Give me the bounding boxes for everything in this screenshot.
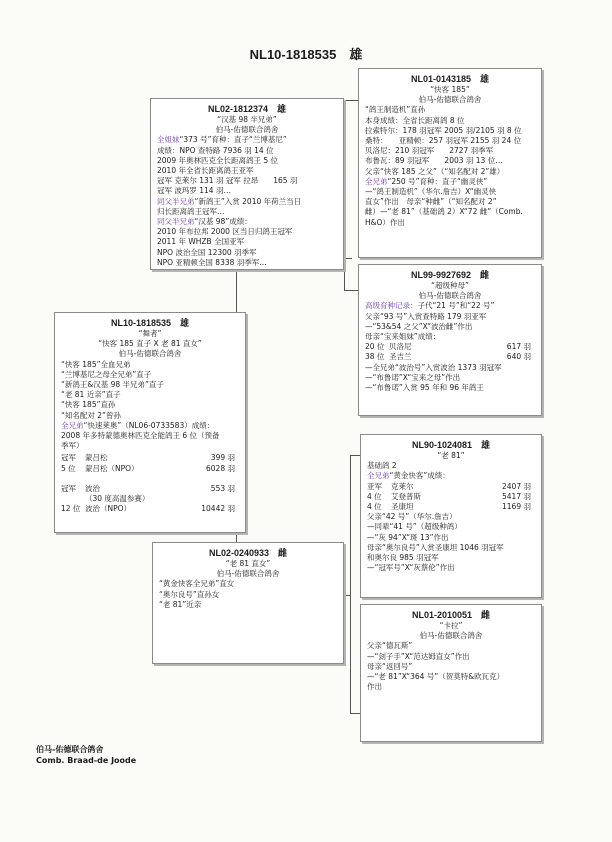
pedigree-line: 冠军 克莱尔 131 羽 冠军 拉昂 165 羽 — [157, 176, 298, 186]
loft-name-chinese: 伯马-佑德联合鸽舍 — [36, 745, 104, 754]
result-birds: 553 羽 — [210, 484, 235, 494]
connector — [344, 100, 345, 290]
result-birds: 6028 羽 — [206, 463, 235, 473]
pedigree-line: 成绩：NPO 查特路 7936 羽 14 位 — [157, 145, 274, 155]
highlight-label: 全姐妹 — [157, 135, 180, 145]
result-row — [61, 464, 239, 474]
connector — [236, 270, 237, 314]
pedigree-line: —“53&54 之父”X“波治雌”作出 — [365, 321, 473, 331]
result-row — [61, 494, 239, 504]
result-race: 波治（NPO） — [85, 504, 132, 514]
result-race: （30 度高温参赛） — [85, 494, 150, 504]
result-row — [61, 474, 239, 484]
result-race: 蒙吕松（NPO） — [85, 463, 139, 473]
ring-number: NL99-9927692 雌 — [410, 270, 490, 280]
pedigree-line: 2010 年全省长距离鸽王亚军 — [157, 166, 254, 176]
footer — [36, 744, 136, 766]
box-lines — [365, 363, 535, 394]
pedigree-line: “鸽王制造机”直孙 — [365, 105, 426, 115]
box-lines — [365, 85, 535, 228]
pedigree-line: 桑特： 亚精顿：257 羽冠军 2155 羽 24 位 — [365, 136, 522, 146]
pedigree-line: 布鲁瓦：89 羽冠军 2003 羽 13 位… — [365, 156, 503, 166]
pedigree-line: 母亲“奥尔良号”入赏圣康坦 1046 羽冠军 — [367, 542, 504, 552]
sire-box — [150, 98, 344, 270]
pedigree-line: 父亲“42 号”（华尔.詹吉） — [367, 512, 457, 522]
pedigree-line: 2009 年奥林匹克全长距离鸽王 5 位 — [157, 155, 279, 165]
subject-box — [54, 312, 246, 533]
result-place: 亚军 — [367, 481, 382, 491]
pedigree-line: “黄金快客全兄弟”直女 — [159, 579, 235, 589]
pedigree-line: 伯马-佑德联合鸽舍 — [419, 631, 483, 641]
sire-dam-box — [358, 264, 542, 416]
result-race: 波治 — [85, 484, 100, 494]
pedigree-line: 雌）—“老 81”（基础鸽 2）X“72 雌”（Comb. — [365, 207, 523, 217]
pedigree-line: 本身成绩：全省长距离鸽 8 位 — [365, 115, 465, 125]
highlight-label: 同父半兄弟 — [157, 196, 195, 206]
pedigree-line: “快客 185”全血兄弟 — [61, 359, 131, 369]
results-table — [367, 482, 535, 513]
pedigree-line: —同辈“41 号”（超级种鸽） — [367, 522, 462, 532]
ring-number: NL02-0240933 雌 — [208, 548, 288, 558]
pedigree-line: —“老 81”X“364 号”（贺莫特&欧瓦克） — [367, 672, 505, 682]
pedigree-line: “知名配对 2”曾孙 — [61, 410, 121, 420]
pedigree-line: 直女”作出 母亲“种雌”（“知名配对 2” — [365, 197, 497, 207]
result-row — [61, 484, 239, 494]
pedigree-line: 2011 年 WHZB 全国亚军 — [157, 237, 245, 247]
result-place: 12 位 — [61, 504, 81, 514]
result-birds: 2407 羽 — [502, 481, 531, 491]
box-lines — [365, 281, 535, 342]
result-race: 圣康坦 — [391, 502, 414, 512]
pedigree-line: “老 81 直女” — [225, 559, 271, 568]
pedigree-line: H&O）作出 — [365, 217, 405, 227]
pedigree-line: “新鸽王&汉基 98 半兄弟”直子 — [61, 380, 164, 390]
result-place: 38 位 — [365, 352, 385, 362]
page-title: NL10-1818535 雄 — [249, 47, 363, 62]
result-place: 5 位 — [61, 463, 76, 473]
result-row — [61, 453, 239, 463]
ring-number: NL01-2010051 雌 — [411, 610, 491, 620]
result-birds: 640 羽 — [506, 352, 531, 362]
pedigree-line: 作出 — [367, 682, 382, 692]
pedigree-line: —“冠军号”X“灰蔡伦”作出 — [367, 563, 455, 573]
result-place — [61, 494, 85, 504]
pedigree-line: —“灰 94”X“斑 13”作出 — [367, 532, 449, 542]
pedigree-line: 伯马-佑德联合鸽舍 — [216, 569, 280, 579]
loft-name-latin: Comb. Braad-de Joode — [36, 756, 137, 765]
pedigree-line: 母亲“返回号” — [367, 661, 413, 671]
pedigree-line: 拉索特尔：178 羽冠军 2005 羽/2105 羽 8 位 — [365, 125, 522, 135]
result-birds: 399 羽 — [210, 453, 235, 463]
pedigree-line: —“布鲁诺”入赏 95 年和 96 年鸽王 — [365, 383, 484, 393]
result-birds: 5417 羽 — [502, 491, 531, 501]
pedigree-line: 父亲“93 号”入赏查特路 179 羽亚军 — [365, 311, 487, 321]
result-birds: 617 羽 — [506, 342, 531, 352]
pedigree-line — [157, 217, 337, 227]
result-place: 20 位 — [365, 342, 385, 352]
pedigree-line — [61, 421, 239, 431]
pedigree-line: “汉基 98 半兄弟” — [217, 115, 277, 124]
pedigree-line — [365, 177, 535, 187]
pedigree-line: 伯马-佑德联合鸽舍 — [418, 95, 482, 105]
pedigree-line: 2008 年多特蒙德奥林匹克全能鸽王 6 位（预备 — [61, 431, 220, 441]
highlight-label: 全兄弟 — [367, 471, 390, 481]
line-text: “250 号”育种：直子“幽灵侠” — [387, 176, 488, 186]
pedigree-line: “奥尔良号”直孙女 — [159, 589, 220, 599]
highlight-label: 同父半兄弟 — [157, 217, 195, 227]
line-text: “黄金快客”成绩： — [389, 471, 450, 481]
pedigree-line: “快客 185” — [430, 85, 470, 94]
pedigree-line: 伯马-佑德联合鸽舍 — [418, 291, 482, 301]
result-race: 蒙吕松 — [85, 453, 108, 463]
box-lines — [367, 621, 535, 692]
line-text: “快速莱奥”（NL06-0733583）成绩： — [83, 420, 215, 430]
pedigree-line: “快客 185 直子 X 老 81 直女” — [98, 339, 202, 349]
line-text: “373 号”育种：直子“兰博基尼” — [179, 135, 287, 145]
pedigree-line: 季军） — [61, 441, 84, 451]
result-place — [61, 474, 85, 484]
result-race: 贝洛尼 — [389, 342, 412, 352]
result-race: 圣吉兰 — [389, 352, 412, 362]
line-text: “汉基 98”成绩： — [194, 217, 252, 227]
box-lines — [367, 512, 535, 573]
box-lines — [159, 559, 337, 610]
result-row — [365, 352, 535, 362]
line-text: “新鸽王”入赏 2010 年荷兰当日 — [194, 196, 302, 206]
result-place: 冠军 — [61, 453, 76, 463]
pedigree-line: 归长距离鸽王冠军… — [157, 206, 225, 216]
ring-number: NL01-0143185 雄 — [410, 74, 490, 84]
result-race: 艾登普斯 — [391, 491, 421, 501]
ring-number: NL02-1812374 雄 — [207, 104, 287, 114]
sire-sire-box — [358, 68, 542, 258]
pedigree-line: 基础鸽 2 — [367, 461, 397, 471]
pedigree-line: 和奥尔良 985 羽冠军 — [367, 553, 439, 563]
result-race — [85, 474, 159, 484]
connector — [343, 595, 351, 596]
highlight-label: 全兄弟 — [61, 420, 84, 430]
pedigree-line — [367, 471, 535, 481]
dam-dam-box — [360, 604, 542, 742]
box-lines — [157, 115, 337, 268]
ring-number: NL10-1818535 雄 — [110, 318, 190, 328]
highlight-label: 全兄弟 — [365, 176, 388, 186]
result-row — [61, 504, 239, 514]
pedigree-line: “舞者” — [138, 329, 162, 338]
pedigree-line: “老 81”近亲 — [159, 599, 202, 609]
pedigree-line: “老 81 近亲”直子 — [61, 390, 121, 400]
result-row — [367, 502, 535, 512]
connector — [236, 533, 237, 542]
result-row — [367, 492, 535, 502]
result-birds — [159, 494, 239, 504]
pedigree-line: 2010 年布拉邦 2000 区当日归鸽王冠军 — [157, 227, 293, 237]
pedigree-line: —“刽子手”X“范达姆直女”作出 — [367, 651, 470, 661]
pedigree-line: 冠军 波玛罗 114 羽… — [157, 186, 231, 196]
line-text: 子代“21 号”和“22 号” — [417, 301, 495, 311]
dam-box — [152, 542, 344, 664]
result-birds: 10442 羽 — [201, 504, 235, 514]
result-birds — [159, 474, 239, 484]
pedigree-line: “超级种母” — [431, 281, 469, 290]
ring-number: NL90-1024081 雄 — [411, 440, 491, 450]
results-table — [365, 342, 535, 362]
pedigree-line: —全兄弟“波治号”入赏波治 1373 羽冠军 — [365, 362, 502, 372]
pedigree-line: “卡拉” — [439, 621, 463, 630]
result-place: 冠军 — [61, 484, 76, 494]
result-place: 4 位 — [367, 491, 382, 501]
pedigree-line: “快客 185”直孙 — [61, 400, 116, 410]
result-race: 克莱尔 — [391, 481, 414, 491]
pedigree-line: 伯马-佑德联合鸽舍 — [118, 349, 182, 359]
box-lines — [367, 451, 535, 482]
pedigree-line: NPO 亚精顿全国 8338 羽季军… — [157, 257, 267, 267]
pedigree-line: 母亲“宝来姐妹”成绩： — [365, 332, 441, 342]
result-row — [365, 342, 535, 352]
pedigree-line: NPO 波治全国 12300 羽季军 — [157, 247, 257, 257]
pedigree-line — [157, 197, 337, 207]
pedigree-line — [365, 301, 535, 311]
result-row — [367, 482, 535, 492]
results-table — [61, 453, 239, 514]
connector — [344, 258, 352, 259]
pedigree-line: 父亲“快客 185 之父”（“知名配对 2”雄） — [365, 166, 505, 176]
pedigree-line: 贝洛尼：210 羽冠军 2727 羽季军 — [365, 146, 494, 156]
result-birds: 1169 羽 — [502, 502, 531, 512]
dam-sire-box — [360, 434, 542, 598]
pedigree-line: “老 81” — [437, 451, 465, 460]
pedigree-line: 伯马-佑德联合鸽舍 — [215, 125, 279, 135]
pedigree-line — [157, 135, 337, 145]
pedigree-line: —“布鲁诺”X“宝来之母”作出 — [365, 372, 461, 382]
box-lines — [61, 329, 239, 451]
pedigree-line: 父亲“德瓦斯” — [367, 641, 413, 651]
pedigree-line: —“鸽王制造机”（华尔.詹吉）X“幽灵侠 — [365, 187, 497, 197]
result-place: 4 位 — [367, 502, 382, 512]
highlight-label: 高级育种记录： — [365, 301, 418, 311]
connector — [350, 455, 351, 713]
pedigree-line: “兰博基尼之母全兄弟”直子 — [61, 369, 152, 379]
